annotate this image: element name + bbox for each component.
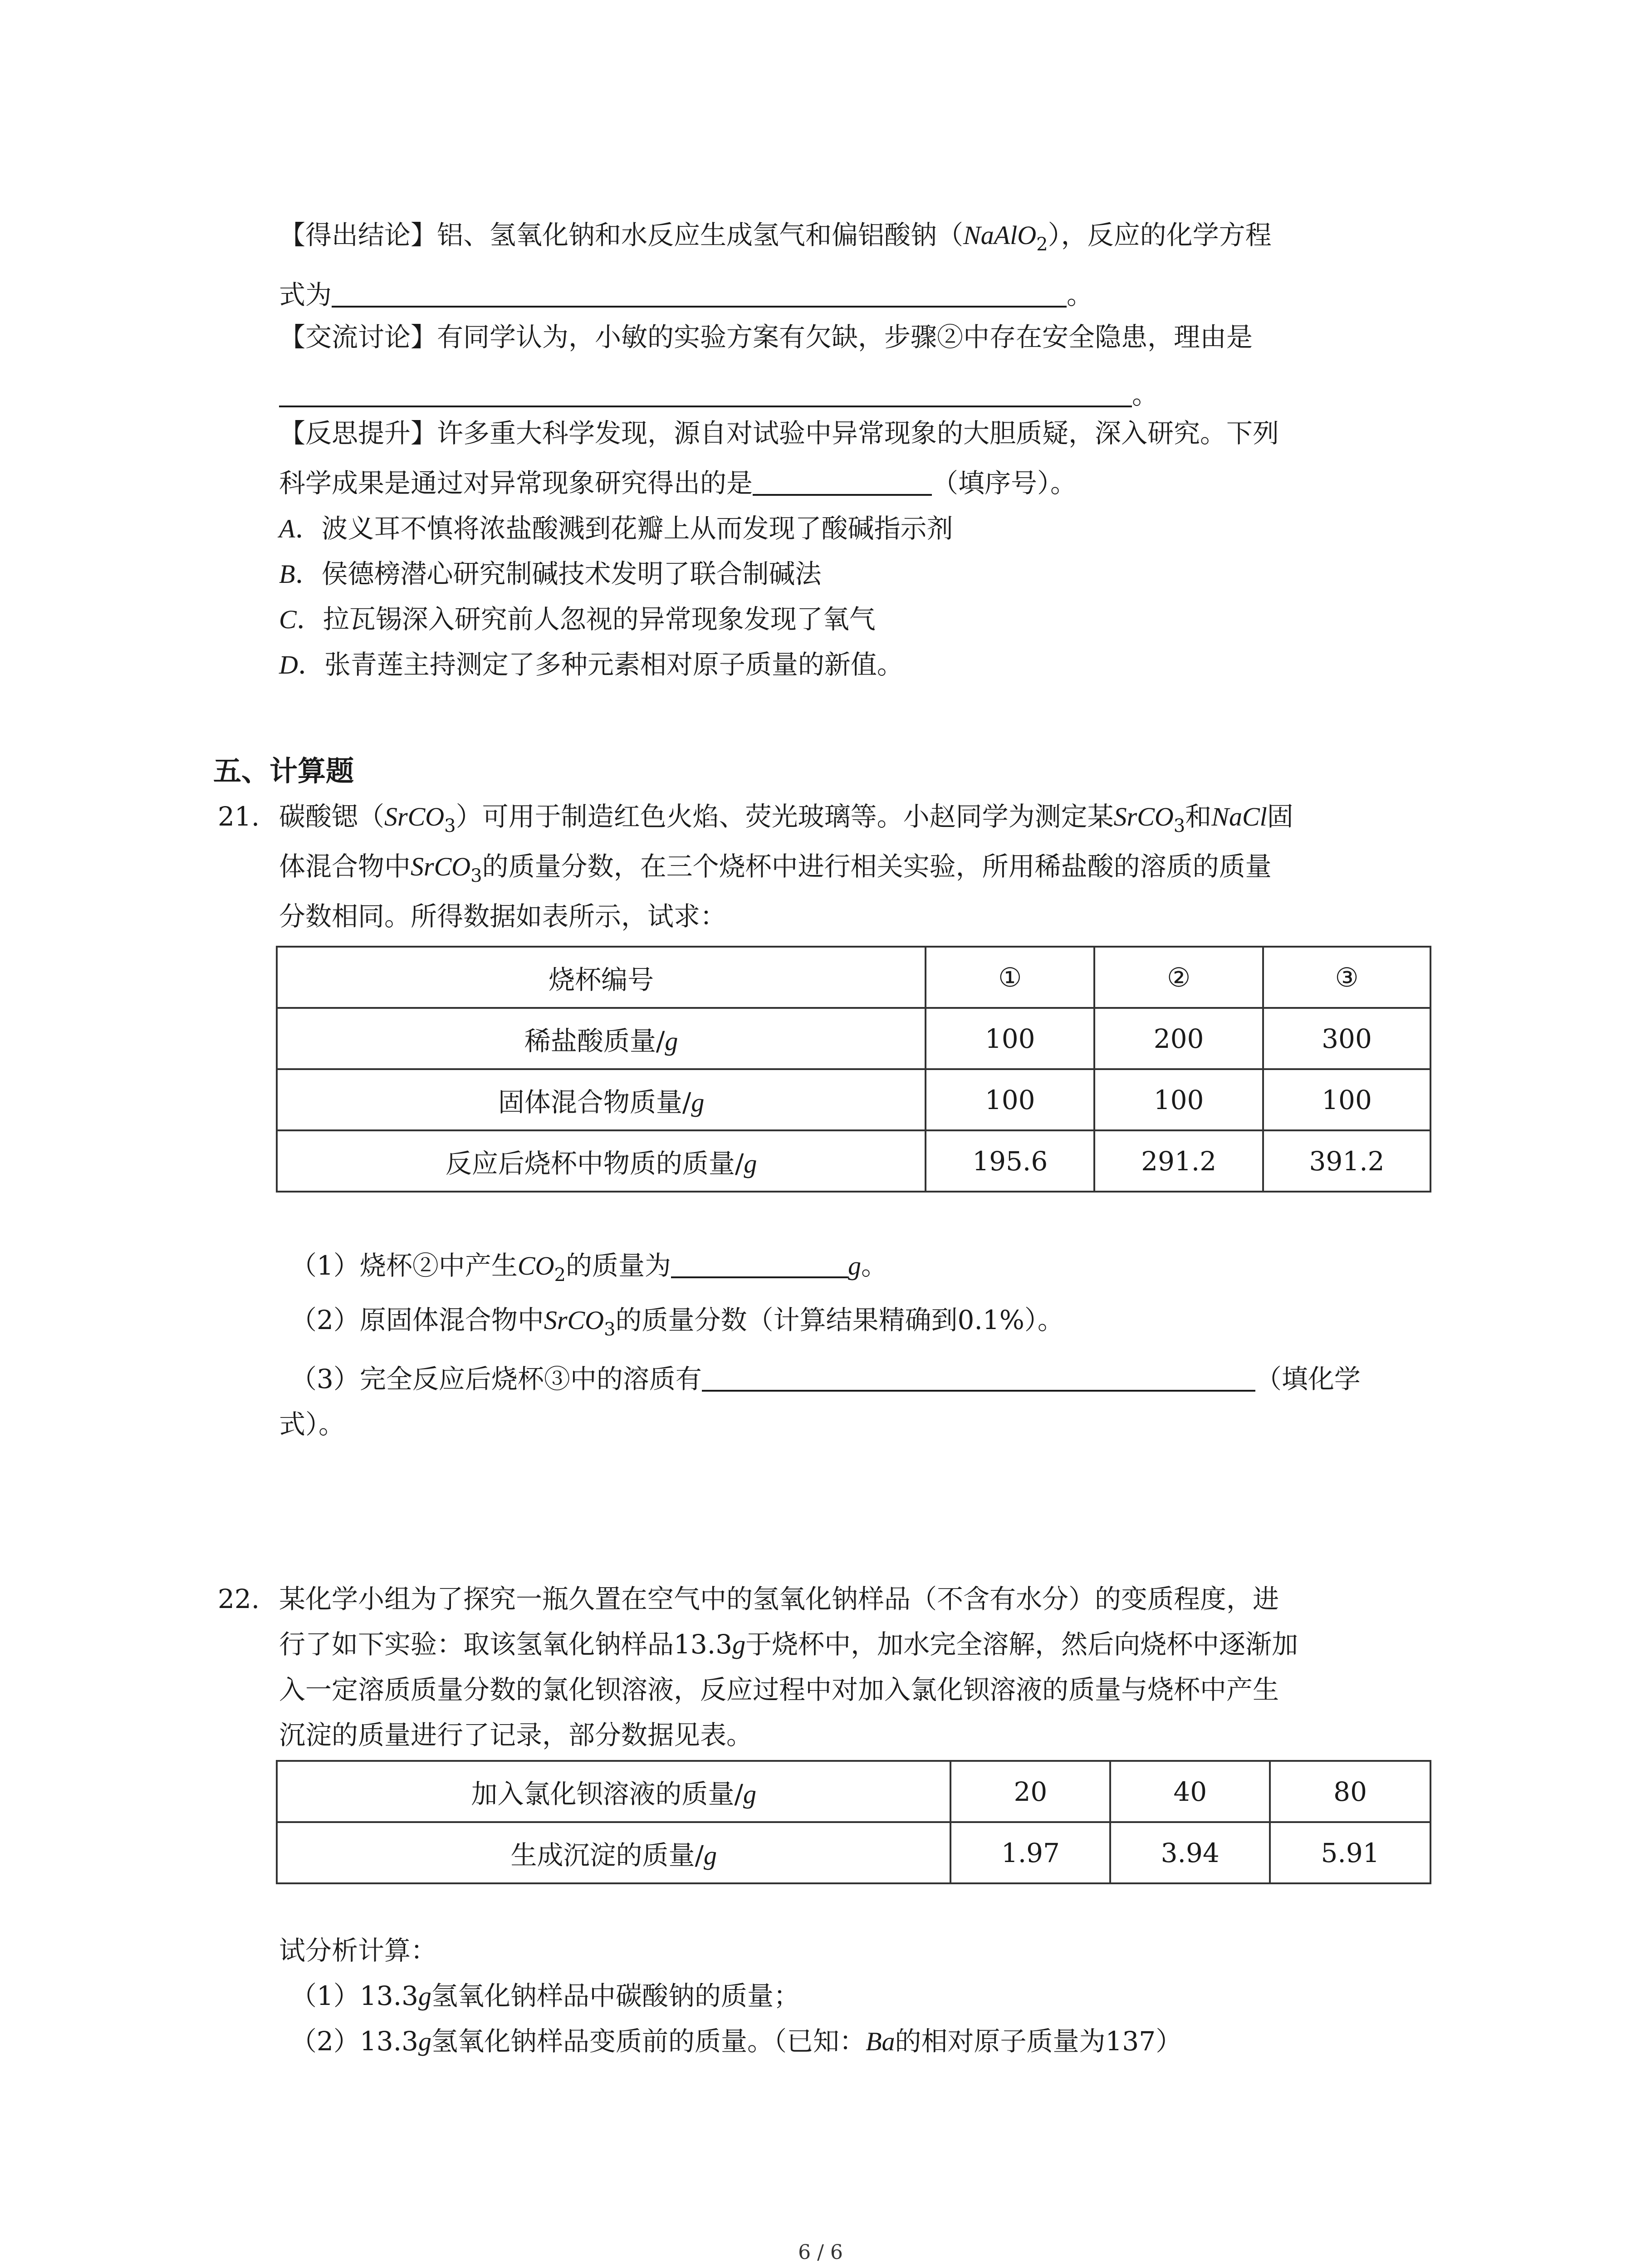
option-text: ．波义耳不慎将浓盐酸溅到花瓣上从而发现了酸碱指示剂	[295, 513, 953, 544]
table-cell: 3.94	[1110, 1822, 1270, 1883]
unit-g: g	[418, 2027, 432, 2056]
answer-blank-reason[interactable]	[279, 377, 1132, 407]
q21-text: 的质量分数，在三个烧杯中进行相关实验，所用稀盐酸的溶质的质量	[482, 851, 1272, 882]
answer-blank-solute[interactable]	[702, 1362, 1255, 1392]
q21-text: 的质量为	[565, 1250, 671, 1281]
q22-line-4	[279, 1717, 753, 1753]
table-cell: 291.2	[1094, 1130, 1263, 1192]
row-label-text: 反应后烧杯中物质的质量/	[445, 1148, 744, 1179]
q22-data-table	[276, 1760, 1431, 1884]
answer-blank-option[interactable]	[753, 466, 932, 496]
q22-text: 于烧杯中，加水完全溶解，然后向烧杯中逐渐加	[745, 1629, 1298, 1660]
q21-text: （3）完全反应后烧杯③中的溶质有	[290, 1364, 702, 1394]
formula-srco3: SrCO	[544, 1305, 604, 1335]
question-number-21: 21.	[218, 801, 260, 832]
element-ba: Ba	[866, 2027, 895, 2056]
q21-sub-1	[290, 1247, 887, 1293]
q21-sub-3-cont	[279, 1406, 345, 1442]
table-row-label	[277, 1761, 950, 1822]
table-row-label	[277, 1069, 926, 1130]
q22-text: 氢氧化钠样品中碳酸钠的质量；	[431, 1980, 800, 2011]
formula-subscript: 2	[1036, 234, 1048, 255]
formula-srco3: SrCO	[411, 852, 471, 881]
table-row	[277, 1008, 1430, 1069]
discussion-line-1	[279, 319, 1253, 355]
option-a	[279, 510, 953, 547]
q21-line-2	[279, 848, 1272, 894]
period: 。	[1067, 279, 1093, 310]
q21-line-3	[279, 898, 726, 934]
conclusion-line-1	[279, 217, 1272, 263]
q22-line-1	[279, 1581, 1279, 1617]
period: 。	[861, 1250, 887, 1281]
q22-text: 某化学小组为了探究一瓶久置在空气中的氢氧化钠样品（不含有水分）的变质程度，进	[279, 1584, 1279, 1614]
table-cell: 200	[1094, 1008, 1263, 1069]
table-cell: 40	[1110, 1761, 1270, 1822]
q21-text: 体混合物中	[279, 851, 411, 882]
q22-line-3	[279, 1672, 1279, 1708]
unit-g: g	[744, 1149, 757, 1178]
table-row-label	[277, 1822, 950, 1883]
q22-text: （2）13.3	[290, 2026, 419, 2057]
unit-g: g	[691, 1087, 705, 1117]
row-label-text: 加入氯化钡溶液的质量/	[471, 1778, 743, 1809]
conclusion-text: 【得出结论】铝、氢氧化钠和水反应生成氢气和偏铝酸钠（	[279, 220, 964, 250]
q21-text: 固	[1267, 801, 1293, 832]
q21-text: ）可用于制造红色火焰、荧光玻璃等。小赵同学为测定某	[456, 801, 1114, 832]
discussion-line-2	[279, 376, 1158, 413]
formula-co2: CO	[517, 1251, 554, 1281]
q21-sub-3	[290, 1361, 1361, 1397]
q21-text: （1）烧杯②中产生	[290, 1250, 518, 1281]
q22-sub-2	[290, 2023, 1182, 2060]
question-number-22: 22.	[218, 1584, 260, 1614]
unit-g: g	[732, 1630, 746, 1659]
option-letter: C	[279, 605, 297, 634]
reflection-line-1	[279, 415, 1279, 451]
formula-subscript: 3	[1173, 816, 1185, 836]
table-row	[277, 1761, 1430, 1822]
page-number: 6 / 6	[798, 2241, 843, 2264]
q22-text: （1）13.3	[290, 1980, 419, 2011]
q21-text: 分数相同。所得数据如表所示，试求：	[279, 901, 727, 932]
formula-srco3: SrCO	[384, 802, 445, 831]
formula-srco3: SrCO	[1113, 802, 1174, 831]
table-row	[277, 1822, 1430, 1883]
option-letter: D	[279, 650, 298, 679]
table-cell: 100	[1094, 1069, 1263, 1130]
option-letter: B	[279, 559, 295, 589]
unit-g: g	[743, 1779, 756, 1809]
table-row	[277, 1069, 1430, 1130]
table-header-cell: 烧杯编号	[277, 947, 926, 1008]
table-header-cell: ②	[1094, 947, 1263, 1008]
table-cell: 100	[926, 1069, 1094, 1130]
option-c	[279, 601, 876, 638]
formula-naalo2: NaAlO	[963, 220, 1037, 250]
conclusion-line-2	[279, 277, 1093, 313]
table-cell: 391.2	[1263, 1130, 1430, 1192]
reflection-text-end: （填序号）。	[932, 468, 1077, 499]
q21-text: （填化学	[1255, 1364, 1361, 1394]
table-header-cell: ③	[1263, 947, 1430, 1008]
answer-blank-equation[interactable]	[332, 278, 1067, 308]
unit-g: g	[704, 1840, 717, 1870]
q22-text: 沉淀的质量进行了记录，部分数据见表。	[279, 1720, 753, 1750]
table-header-row	[277, 947, 1430, 1008]
table-row-label	[277, 1130, 926, 1192]
formula-nacl: NaCl	[1211, 802, 1267, 831]
table-cell: 5.91	[1270, 1822, 1430, 1883]
section-title: 五、计算题	[213, 754, 354, 787]
q21-line-1	[279, 798, 1293, 844]
answer-blank-co2-mass[interactable]	[671, 1248, 848, 1278]
option-b	[279, 556, 821, 592]
q21-text: 和	[1185, 801, 1212, 832]
q22-text: 试分析计算：	[279, 1935, 437, 1966]
unit-g: g	[665, 1026, 678, 1056]
q22-sub-1	[290, 1978, 800, 2014]
q21-text: 碳酸锶（	[279, 801, 385, 832]
row-label-text: 稀盐酸质量/	[524, 1025, 665, 1056]
q22-text: 的相对原子质量为137）	[895, 2026, 1182, 2057]
q22-text: 行了如下实验：取该氢氧化钠样品13.3	[279, 1629, 733, 1660]
q22-text: 入一定溶质质量分数的氯化钡溶液，反应过程中对加入氯化钡溶液的质量与烧杯中产生	[279, 1674, 1279, 1705]
q21-text: 的质量分数（计算结果精确到0.1%）。	[615, 1305, 1064, 1335]
formula-subscript: 2	[554, 1265, 566, 1286]
option-text: ．拉瓦锡深入研究前人忽视的异常现象发现了氧气	[296, 604, 876, 635]
table-header-cell: ①	[926, 947, 1094, 1008]
option-d	[279, 646, 903, 683]
q22-line-2	[279, 1626, 1298, 1663]
q22-analysis	[279, 1932, 437, 1969]
table-cell: 100	[1263, 1069, 1430, 1130]
reflection-line-2	[279, 465, 1077, 501]
conclusion-text-end: ），反应的化学方程	[1048, 220, 1272, 250]
unit-g: g	[418, 1981, 432, 2011]
table-cell: 1.97	[950, 1822, 1110, 1883]
reflection-text: 科学成果是通过对异常现象研究得出的是	[279, 468, 753, 499]
formula-subscript: 3	[444, 816, 456, 836]
table-cell: 300	[1263, 1008, 1430, 1069]
q22-text: 氢氧化钠样品变质前的质量。（已知：	[431, 2026, 866, 2057]
table-cell: 80	[1270, 1761, 1430, 1822]
q21-text: （2）原固体混合物中	[290, 1305, 544, 1335]
reflection-text: 【反思提升】许多重大科学发现，源自对试验中异常现象的大胆质疑，深入研究。下列	[279, 418, 1279, 449]
table-cell: 20	[950, 1761, 1110, 1822]
discussion-text: 【交流讨论】有同学认为，小敏的实验方案有欠缺，步骤②中存在安全隐患，理由是	[279, 322, 1253, 352]
q21-sub-2	[290, 1302, 1064, 1348]
q21-text: 式）。	[279, 1409, 345, 1440]
row-label-text: 固体混合物质量/	[498, 1086, 691, 1118]
q21-data-table	[276, 946, 1431, 1193]
option-text: ．侯德榜潜心研究制碱技术发明了联合制碱法	[295, 558, 822, 589]
option-text: ．张青莲主持测定了多种元素相对原子质量的新值。	[298, 649, 903, 680]
unit-g: g	[847, 1251, 861, 1281]
row-label-text: 生成沉淀的质量/	[510, 1839, 704, 1871]
conclusion-text-start: 式为	[279, 279, 332, 310]
option-letter: A	[279, 514, 295, 543]
period: 。	[1132, 379, 1159, 410]
table-row	[277, 1130, 1430, 1192]
formula-subscript: 3	[470, 865, 482, 886]
table-cell: 195.6	[926, 1130, 1094, 1192]
formula-subscript: 3	[604, 1319, 616, 1340]
table-row-label	[277, 1008, 926, 1069]
table-cell: 100	[926, 1008, 1094, 1069]
